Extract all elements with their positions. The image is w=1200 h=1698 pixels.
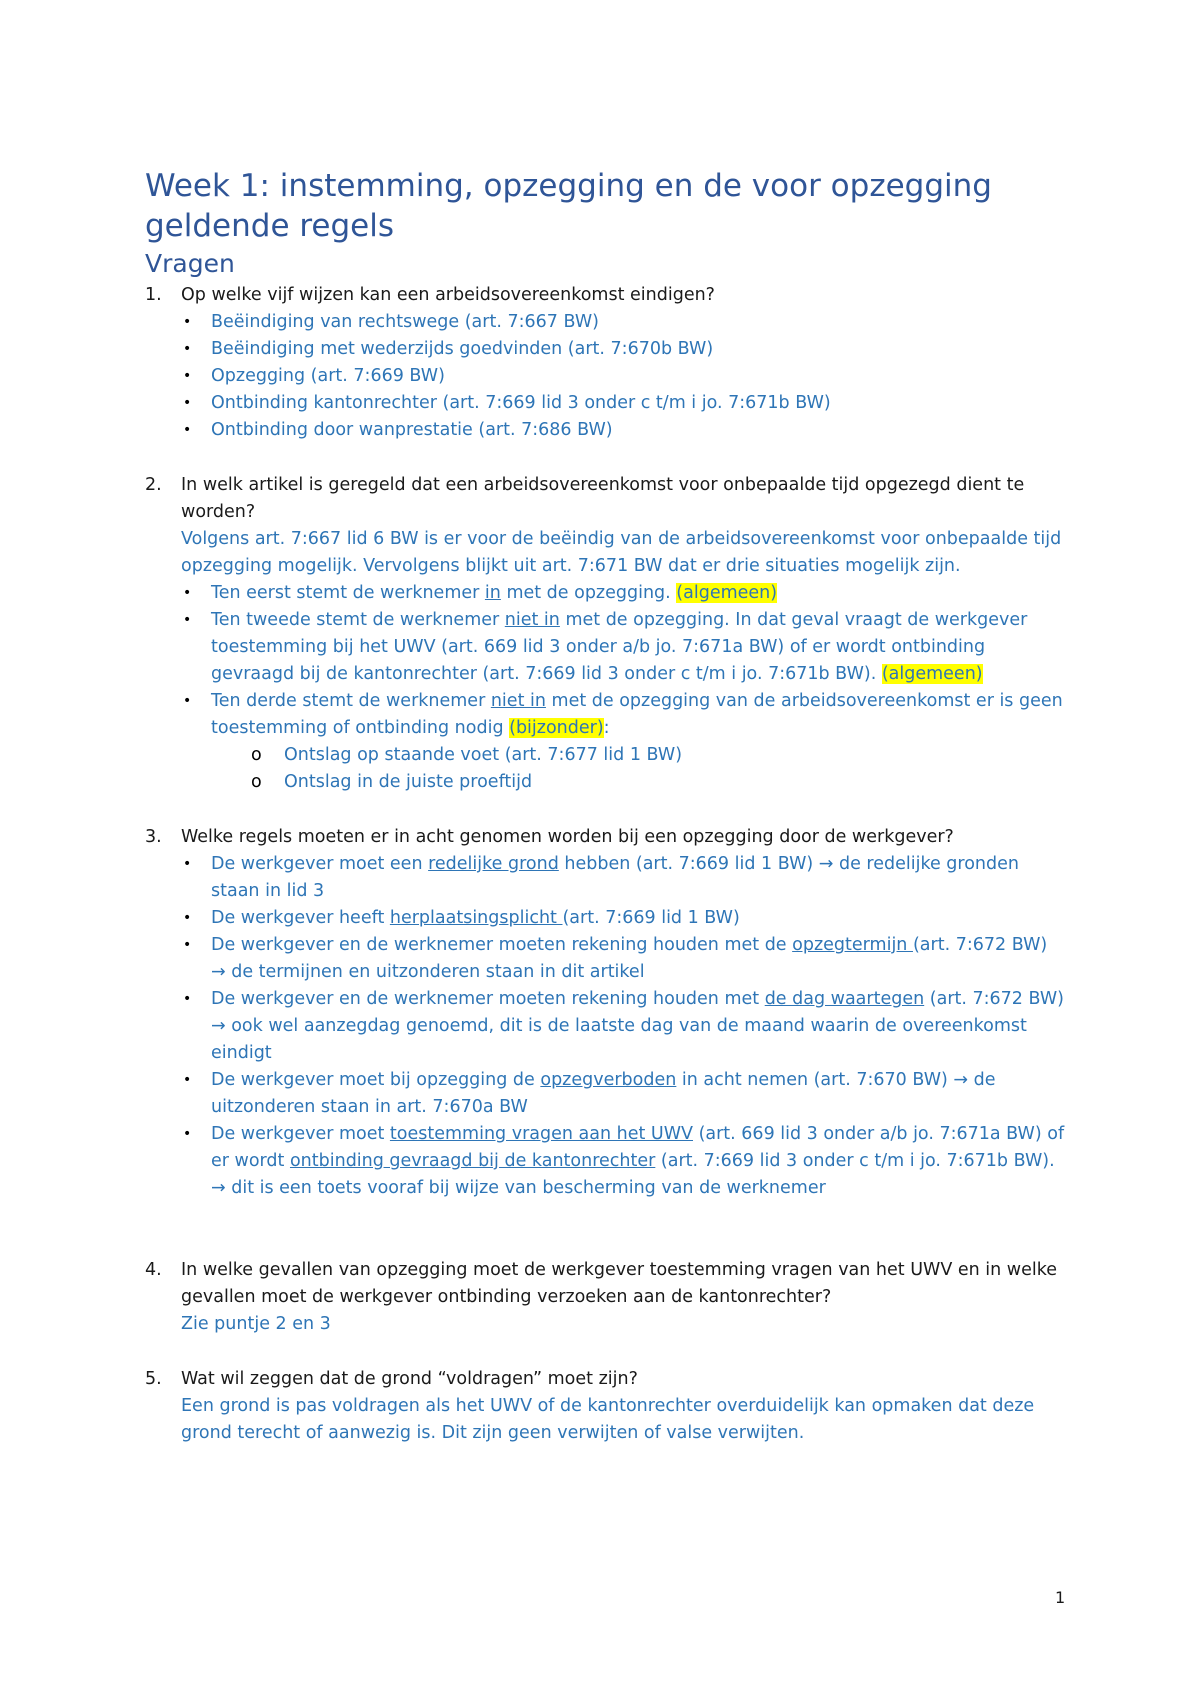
page-number: 1 [1055,1588,1066,1607]
answer-list-3 [145,851,1065,1202]
bullet-icon: • [183,314,192,330]
underlined-text: de dag waartegen [764,989,925,1009]
list-item [181,309,1065,336]
bullet-icon: • [183,341,192,357]
list-item [181,986,1065,1067]
question-4 [145,1257,1065,1311]
text-span: Ten derde stemt de werknemer [211,691,491,711]
list-item [181,580,1065,607]
question-1 [145,282,1065,309]
sub-list-item [251,769,1065,796]
text-span: (art. 7:672 BW) → ook wel aanzegdag genoemd, dit is de laatste dag van de maand waarin de overeenkomst eindigt [211,989,1065,1063]
text-span: hebben (art. 7:669 lid 1 BW) → de redelijke gronden staan in lid 3 [211,854,1019,901]
bullet-icon: • [183,1126,192,1142]
question-text: In welke gevallen van opzegging moet de werkgever toestemming vragen van het UWV en in welke gevallen moet de werkgever ontbinding verzoeken aan de kantonrechter? [181,1260,1058,1307]
text-span: De werkgever heeft [211,908,390,928]
question-text: Wat wil zeggen dat de grond “voldragen” moet zijn? [181,1369,638,1389]
list-item-text: Beëindiging van rechtswege (art. 7:667 BW) [211,312,599,332]
question-number: 4. [145,1260,162,1280]
underlined-text: niet in [504,610,560,630]
highlighted-label: (algemeen) [676,583,778,603]
text-span: (art. 7:672 BW) → de termijnen en uitzonderen staan in dit artikel [211,935,1048,982]
text-span: met de opzegging. [500,583,677,603]
list-item [181,688,1065,796]
bullet-icon: • [183,1072,192,1088]
underlined-text: redelijke grond [428,854,559,874]
highlighted-label: (algemeen) [881,664,983,684]
question-2 [145,472,1065,526]
list-item [181,1067,1065,1121]
bullet-icon: • [183,991,192,1007]
question-number: 2. [145,475,162,495]
bullet-icon: • [183,937,192,953]
underlined-text: opzegtermijn [792,935,913,955]
underlined-text: ontbinding gevraagd bij de kantonrechter [289,1151,656,1171]
bullet-icon: • [183,693,192,709]
question-text: In welk artikel is geregeld dat een arbeidsovereenkomst voor onbepaalde tijd opgezegd dient te worden? [181,475,1025,522]
underlined-text: opzegverboden [540,1070,677,1090]
list-item-text: Ontbinding door wanprestatie (art. 7:686 BW) [211,420,613,440]
question-5 [145,1366,1065,1393]
question-3 [145,824,1065,851]
underlined-text: herplaatsingsplicht [389,908,563,928]
text-span: Ten eerst stemt de werknemer [211,583,485,603]
text-span: (art. 7:669 lid 1 BW) [562,908,740,928]
bullet-icon: • [183,422,192,438]
sub-list [211,742,1065,796]
list-item [181,1121,1065,1202]
highlighted-label: (bijzonder) [509,718,604,738]
text-span: De werkgever moet een [211,854,429,874]
answer-list-1 [145,309,1065,444]
document-page [145,166,1065,1447]
answer-text-4: Zie puntje 2 en 3 [181,1314,331,1334]
text-span: De werkgever moet [211,1124,390,1144]
question-number: 5. [145,1369,162,1389]
list-item [181,905,1065,932]
list-item-text: Ontslag op staande voet (art. 7:677 lid 1 BW) [284,745,683,765]
question-text: Op welke vijf wijzen kan een arbeidsovereenkomst eindigen? [181,285,715,305]
text-span: De werkgever en de werknemer moeten rekening houden met de [211,935,793,955]
bullet-icon: • [183,612,192,628]
section-heading-vragen: Vragen [145,249,235,278]
text-span: De werkgever moet bij opzegging de [211,1070,541,1090]
question-number: 3. [145,827,162,847]
answer-list-2 [145,580,1065,796]
list-item [181,417,1065,444]
underlined-text: in [484,583,501,603]
list-item [181,336,1065,363]
text-span: Ten tweede stemt de werknemer [211,610,505,630]
list-item [181,851,1065,905]
text-span: (art. 7:669 lid 3 onder c t/m i jo. 7:671b BW). → dit is een toets vooraf bij wijze van bescherming van de werknemer [211,1151,1055,1198]
bullet-icon: • [183,585,192,601]
answer-text-5: Een grond is pas voldragen als het UWV of de kantonrechter overduidelijk kan opmaken dat deze grond terecht of aanwezig is. Dit zijn geen verwijten of valse verwijten. [181,1396,1035,1443]
text-span: De werkgever en de werknemer moeten rekening houden met [211,989,765,1009]
list-item [181,932,1065,986]
circle-bullet-icon: o [251,745,262,765]
question-number: 1. [145,285,162,305]
bullet-icon: • [183,395,192,411]
text-span: met de opzegging. In dat geval vraagt de werkgever toestemming bij het UWV (art. 669 lid 3 onder a/b jo. 7:671a BW) of er wordt ontbinding gevraagd bij de kantonrechter (art. 7:669 lid 3 onder c t/m i jo. 7:671b BW). [211,610,1028,684]
bullet-icon: • [183,856,192,872]
document-title: Week 1: instemming, opzegging en de voor opzegging geldende regels [145,168,992,244]
list-item-text: Opzegging (art. 7:669 BW) [211,366,445,386]
text-span: in acht nemen (art. 7:670 BW) → de uitzonderen staan in art. 7:670a BW [211,1070,996,1117]
bullet-icon: • [183,368,192,384]
list-item-text: Ontslag in de juiste proeftijd [284,772,533,792]
underlined-text: niet in [490,691,546,711]
answer-text-2: Volgens art. 7:667 lid 6 BW is er voor de beëindig van de arbeidsovereenkomst voor onbepaalde tijd opzegging mogelijk. Vervolgens blijkt uit art. 7:671 BW dat er drie situaties mogelijk zijn. [181,529,1062,576]
circle-bullet-icon: o [251,772,262,792]
question-text: Welke regels moeten er in acht genomen worden bij een opzegging door de werkgever? [181,827,954,847]
text-span: met de opzegging van de arbeidsovereenkomst er is geen toestemming of ontbinding nodig [211,691,1063,738]
list-item [181,363,1065,390]
list-item-text: Ontbinding kantonrechter (art. 7:669 lid 3 onder c t/m i jo. 7:671b BW) [211,393,831,413]
text-span: (art. 669 lid 3 onder a/b jo. 7:671a BW) of er wordt [211,1124,1065,1171]
sub-list-item [251,742,1065,769]
list-item [181,390,1065,417]
bullet-icon: • [183,910,192,926]
list-item-text: Beëindiging met wederzijds goedvinden (art. 7:670b BW) [211,339,714,359]
text-span: : [603,718,610,738]
underlined-text: toestemming vragen aan het UWV [389,1124,693,1144]
list-item [181,607,1065,688]
